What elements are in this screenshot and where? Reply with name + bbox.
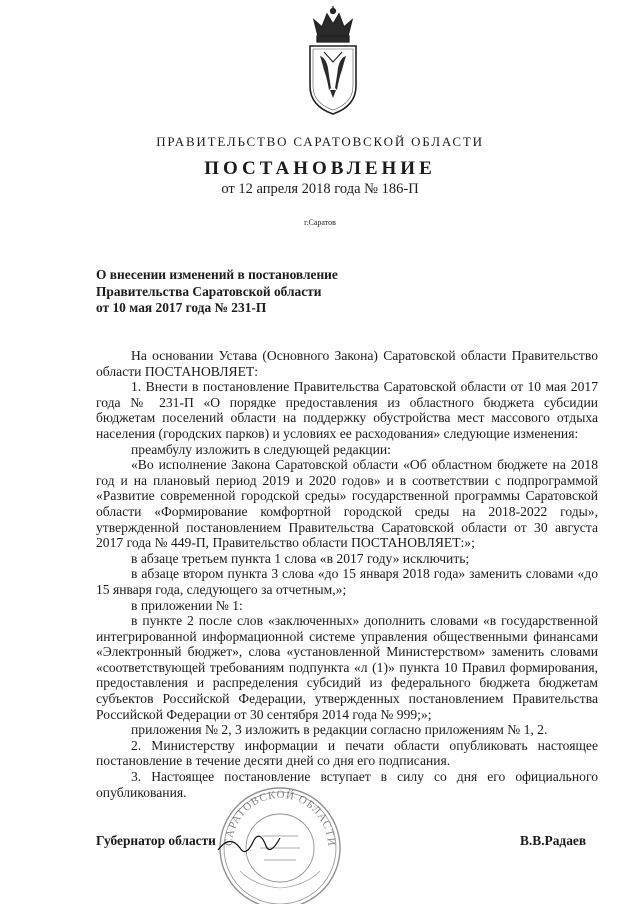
signature-label: Губернатор области: [96, 833, 216, 848]
body-paragraph: 3. Настоящее постановление вступает в силу со дня его официального опубликования.: [96, 769, 598, 800]
title-line: от 10 мая 2017 года № 231-П: [96, 300, 267, 315]
shield-icon: [310, 46, 356, 114]
document-title: [96, 267, 426, 317]
body-paragraph: На основании Устава (Основного Закона) Саратовской области Правительство области ПОСТАНОВЛЯЕТ:: [96, 348, 598, 379]
signatory-name: В.В.Радаев: [520, 833, 587, 848]
stamp-text-path: САРАТОВСКОЙ ОБЛАСТИ: [222, 788, 338, 848]
title-line: О внесении изменений в постановление: [96, 267, 338, 282]
body-paragraph: 1. Внести в постановление Правительства Саратовской области от 10 мая 2017 года № 231-П «О порядке предоставления из областного бюджета субсидии бюджетам поселений области на поддержку обустройства мест массового отдыха населения (городских парков) и условиях ее расходования» следующие изменения:: [96, 379, 598, 441]
coat-of-arms-emblem: [300, 6, 366, 116]
body-paragraph: в приложении № 1:: [131, 597, 243, 613]
document-date-number: от 12 апреля 2018 года № 186-П: [221, 181, 419, 197]
title-line: Правительства Саратовской области: [96, 283, 322, 299]
body-paragraph: в пункте 2 после слов «заключенных» дополнить словами «в государственной интегрированной информационной системе управления общественными финансами «Электронный бюджет», слова «установленной Министерством» заменить словами «соответствующей требованиям подпункта «л (1)» пункта 10 Правил формирования, предоставления и распределения субсидий из федерального бюджета бюджетам субъектов Российской Федерации, утвержденных постановлением Правительства Российской Федерации от 30 сентября 2014 года № 999;»;: [96, 613, 598, 722]
official-stamp: [210, 776, 350, 904]
crown-icon: [314, 6, 352, 42]
body-paragraph: 2. Министерству информации и печати области опубликовать настоящее постановление в течение десяти дней со дня его подписания.: [96, 737, 598, 769]
body-paragraph: в абзаце втором пункта 3 слова «до 15 января 2018 года» заменить словами «до 15 января года, следующего за отчетным,»;: [96, 566, 598, 597]
body-paragraph: «Во исполнение Закона Саратовской области «Об областном бюджете на 2018 год и на плановый период 2019 и 2020 годов» и в соответствии с подпрограммой «Развитие современной городской среды» государственной программы Саратовской области «Формирование комфортной городской среды на 2018-2022 годы», утвержденной постановлением Правительства Саратовской области от 30 августа 2017 года № 449-П, Правительство области ПОСТАНОВЛЯЕТ:»;: [96, 457, 598, 551]
document-type: ПОСТАНОВЛЕНИЕ: [204, 158, 436, 179]
body-paragraph: приложения № 2, 3 изложить в редакции согласно приложениям № 1, 2.: [131, 722, 548, 738]
government-name: ПРАВИТЕЛЬСТВО САРАТОВСКОЙ ОБЛАСТИ: [156, 134, 484, 149]
document-city: г.Саратов: [304, 218, 336, 227]
body-paragraph: в абзаце третьем пункта 1 слова «в 2017 году» исключить;: [131, 550, 470, 566]
document-body: [96, 348, 598, 800]
body-paragraph: преамбулу изложить в следующей редакции:: [131, 441, 391, 457]
